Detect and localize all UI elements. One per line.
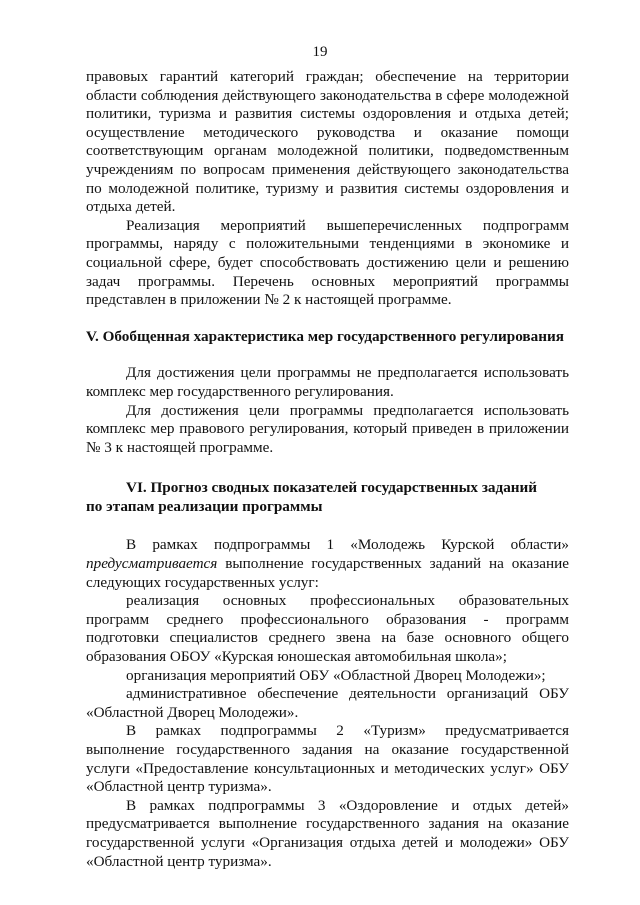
section-heading-v: V. Обобщенная характеристика мер государственного регулирования [86, 327, 564, 345]
section-heading-vi-line1: VI. Прогноз сводных показателей государственных заданий [126, 479, 538, 497]
paragraph-service-admin: административное обеспечение деятельности организаций ОБУ «Областной Дворец Молодежи». [86, 685, 569, 721]
subprogram-1-rest: выполнение государственных заданий на оказание следующих государственных услуг: [86, 555, 569, 591]
section-heading-vi [86, 479, 569, 516]
subprogram-1-emphasis: предусматривается [86, 555, 218, 573]
document-body [86, 68, 569, 871]
subprogram-1-intro: В рамках подпрограммы 1 «Молодежь Курской области» [126, 536, 569, 554]
paragraph-service-events: организация мероприятий ОБУ «Областной Дворец Молодежи»; [126, 666, 546, 684]
page-number: 19 [312, 44, 328, 60]
paragraph-subprogram-1 [86, 536, 569, 592]
paragraph-subprogram-3: В рамках подпрограммы 3 «Оздоровление и отдых детей» предусматривается выполнение государственного задания на оказание государственной услуги «Организация отдыха детей и молодежи» ОБУ «Областной центр туризма». [86, 796, 569, 870]
section-heading-vi-line2: по этапам реализации программы [86, 497, 323, 515]
paragraph-implementation: Реализация мероприятий вышеперечисленных подпрограмм программы, наряду с положительными тенденциями в экономике и социальной сфере, будет способствовать достижению цели и решению задач программы. Перечень основных мероприятий программы представлен в приложении № 2 к настоящей программе. [86, 216, 569, 309]
paragraph-subprogram-2: В рамках подпрограммы 2 «Туризм» предусматривается выполнение государственного задания на оказание государственной услуги «Предоставление консультационных и методических услуг» ОБУ «Областной центр туризма». [86, 722, 569, 796]
paragraph-legal-regulation: Для достижения цели программы предполагается использовать комплекс мер правового регулирования, который приведен в приложении № 3 к настоящей программе. [86, 401, 569, 456]
paragraph-legal-guarantees: правовых гарантий категорий граждан; обеспечение на территории области соблюдения действующего законодательства в сфере молодежной политики, туризма и развития системы оздоровления и отдыха детей; осуществление методического руководства и оказание помощи соответствующим органам молодежной политики, подведомственным учреждениям по вопросам применения действующего законодательства по молодежной политике, туризму и развития системы оздоровления и отдыха детей. [86, 68, 569, 216]
paragraph-no-state-regulation: Для достижения цели программы не предполагается использовать комплекс мер государственного регулирования. [86, 364, 569, 400]
paragraph-service-education: реализация основных профессиональных образовательных программ среднего профессионального образования - программ подготовки специалистов среднего звена на базе основного общего образования ОБОУ «Курская юношеская автомобильная школа»; [86, 592, 569, 666]
